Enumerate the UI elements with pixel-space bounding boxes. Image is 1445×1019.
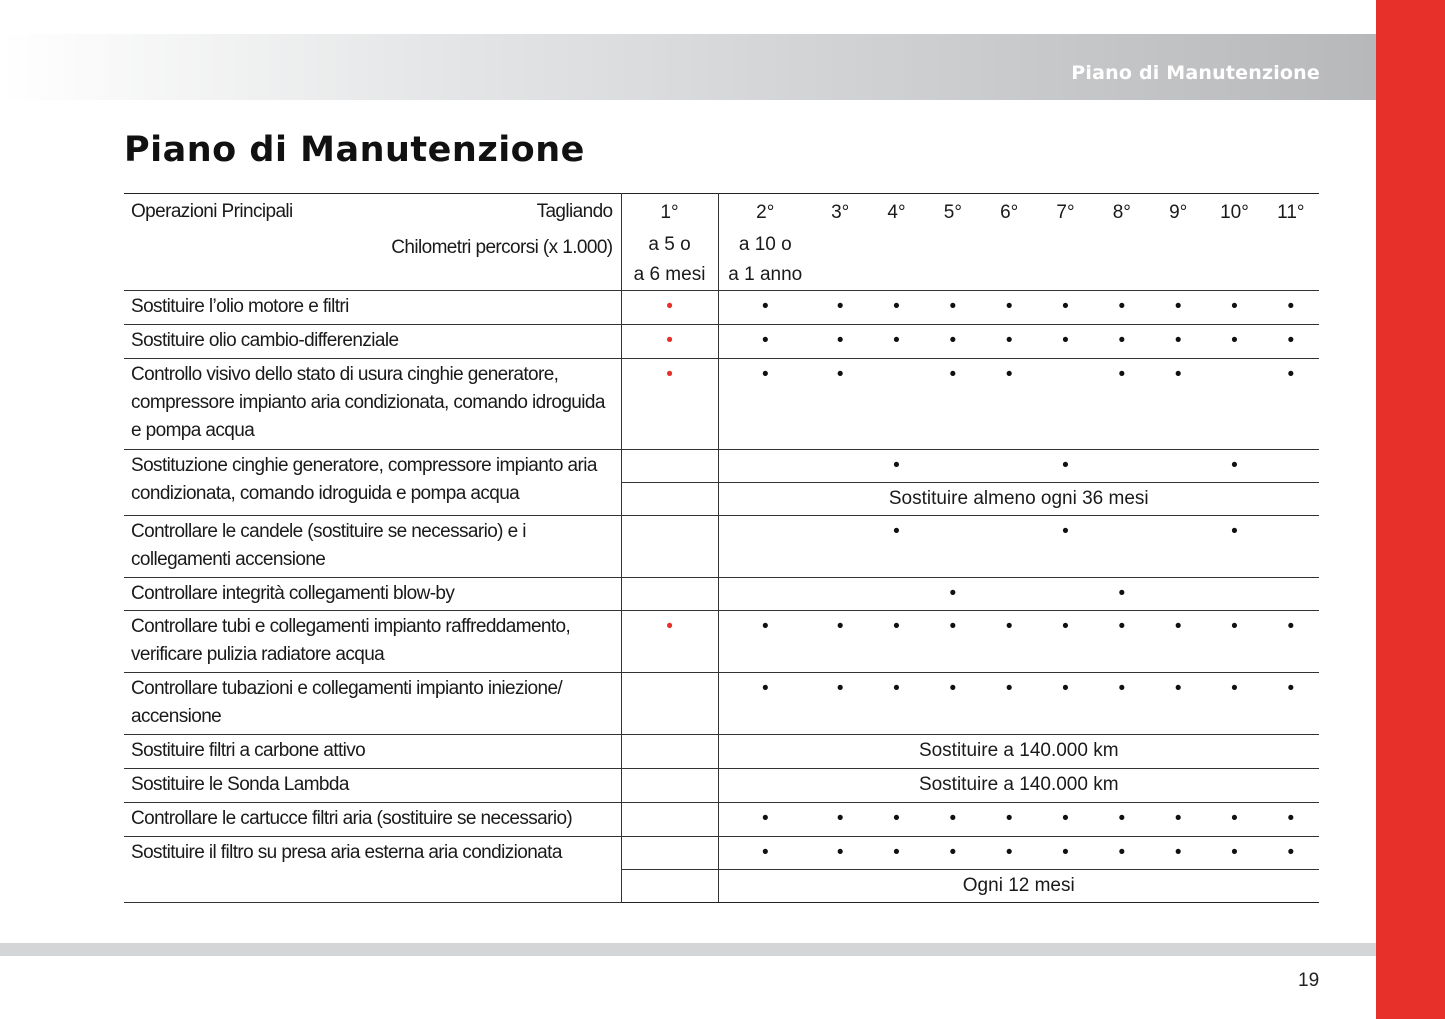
interval-cell xyxy=(812,837,868,870)
interval-cell xyxy=(1263,673,1319,735)
service-dot: • xyxy=(836,842,844,863)
header-interval-9 xyxy=(1150,194,1206,291)
header-interval-3 xyxy=(812,194,868,291)
interval-cell xyxy=(1206,450,1262,483)
interval-cell xyxy=(1150,611,1206,673)
service-dot: • xyxy=(1118,842,1126,863)
interval-cell xyxy=(981,578,1037,611)
maintenance-table xyxy=(124,193,1319,903)
service-dot: • xyxy=(836,616,844,637)
interval-km: a 10 o xyxy=(738,234,792,255)
table-row xyxy=(124,769,1319,803)
service-dot: • xyxy=(1287,808,1295,829)
operation-label: Controllare integrità collegamenti blow-by xyxy=(124,578,621,611)
table-row xyxy=(124,611,1319,673)
service-dot: • xyxy=(761,842,769,863)
service-dot: • xyxy=(1287,330,1295,351)
service-dot: • xyxy=(1062,842,1069,863)
col-km-label: Chilometri percorsi (x 1.000) xyxy=(391,237,613,258)
service-dot: • xyxy=(1287,364,1295,385)
interval-cell xyxy=(621,611,718,673)
service-dot: • xyxy=(1174,296,1182,317)
table-row xyxy=(124,450,1319,483)
interval-cell xyxy=(812,673,868,735)
service-dot: • xyxy=(1174,330,1182,351)
interval-cell xyxy=(1150,291,1206,325)
interval-cell xyxy=(1094,450,1150,483)
interval-cell xyxy=(621,803,718,837)
interval-cell xyxy=(718,837,812,870)
interval-cell xyxy=(812,359,868,450)
service-dot: • xyxy=(1287,616,1295,637)
interval-cell xyxy=(1037,673,1093,735)
interval-note: Sostituire a 140.000 km xyxy=(718,769,1319,803)
service-dot: • xyxy=(1174,842,1182,863)
interval-cell xyxy=(1150,325,1206,359)
interval-cell xyxy=(718,450,812,483)
interval-cell xyxy=(1263,325,1319,359)
operation-label: Sostituire le Sonda Lambda xyxy=(124,769,621,803)
interval-cell xyxy=(1206,673,1262,735)
interval-cell xyxy=(718,359,812,450)
service-dot: • xyxy=(836,678,844,699)
interval-cell xyxy=(1094,516,1150,578)
interval-cell xyxy=(868,516,924,578)
interval-cell xyxy=(1263,611,1319,673)
interval-label: 6° xyxy=(1000,202,1019,223)
table-row xyxy=(124,325,1319,359)
interval-cell xyxy=(868,450,924,483)
interval-cell xyxy=(1150,673,1206,735)
interval-cell xyxy=(1150,450,1206,483)
header-interval-2 xyxy=(718,194,812,291)
interval-time: a 6 mesi xyxy=(633,264,706,285)
interval-cell xyxy=(925,578,981,611)
table-row xyxy=(124,803,1319,837)
service-dot: • xyxy=(1231,616,1238,637)
service-dot: • xyxy=(949,842,957,863)
service-dot: • xyxy=(761,678,769,699)
interval-cell xyxy=(1037,516,1093,578)
interval-cell xyxy=(868,291,924,325)
service-dot: • xyxy=(1174,808,1182,829)
interval-cell xyxy=(812,325,868,359)
interval-cell xyxy=(1263,291,1319,325)
interval-cell xyxy=(1094,325,1150,359)
service-dot: • xyxy=(1174,616,1182,637)
interval-cell xyxy=(868,837,924,870)
interval-cell xyxy=(718,578,812,611)
service-dot: • xyxy=(1231,330,1238,351)
interval-cell xyxy=(868,578,924,611)
interval-cell xyxy=(1150,516,1206,578)
interval-cell xyxy=(925,673,981,735)
service-dot: • xyxy=(1231,808,1238,829)
service-dot: • xyxy=(1062,455,1069,476)
interval-cell xyxy=(868,673,924,735)
service-dot: • xyxy=(1005,330,1013,351)
service-dot: • xyxy=(761,296,769,317)
interval-cell xyxy=(1094,578,1150,611)
interval-cell xyxy=(925,803,981,837)
service-dot: • xyxy=(1118,616,1126,637)
header-interval-1 xyxy=(621,194,718,291)
interval-cell xyxy=(621,450,718,483)
service-dot: • xyxy=(1005,616,1013,637)
interval-cell xyxy=(1263,803,1319,837)
service-dot: • xyxy=(893,842,900,863)
header-interval-11 xyxy=(1263,194,1319,291)
interval-note: Sostituire a 140.000 km xyxy=(718,735,1319,769)
interval-cell xyxy=(621,516,718,578)
service-dot: • xyxy=(836,330,844,351)
interval-cell xyxy=(621,769,718,803)
header-interval-6 xyxy=(981,194,1037,291)
first-service-dot: • xyxy=(666,296,673,317)
service-dot: • xyxy=(836,808,844,829)
service-dot: • xyxy=(949,616,957,637)
operation-label: Sostituire filtri a carbone attivo xyxy=(124,735,621,769)
interval-cell xyxy=(868,611,924,673)
service-dot: • xyxy=(1231,678,1238,699)
service-dot: • xyxy=(949,330,957,351)
interval-label: 5° xyxy=(943,202,962,223)
interval-note: Ogni 12 mesi xyxy=(718,870,1319,903)
header-interval-7 xyxy=(1037,194,1093,291)
interval-cell xyxy=(1206,837,1262,870)
operation-label: Controllare tubazioni e collegamenti impianto iniezione/ accensione xyxy=(124,673,621,735)
service-dot: • xyxy=(1231,455,1238,476)
table-row xyxy=(124,291,1319,325)
interval-cell xyxy=(981,450,1037,483)
interval-cell xyxy=(981,516,1037,578)
interval-cell xyxy=(718,516,812,578)
service-dot: • xyxy=(1287,842,1295,863)
service-dot: • xyxy=(893,330,900,351)
header-interval-10 xyxy=(1206,194,1262,291)
interval-cell xyxy=(925,837,981,870)
operation-label: Sostituire olio cambio-differenziale xyxy=(124,325,621,359)
interval-cell xyxy=(1263,837,1319,870)
service-dot: • xyxy=(949,364,957,385)
interval-cell xyxy=(1094,803,1150,837)
table-row xyxy=(124,837,1319,870)
service-dot: • xyxy=(893,616,900,637)
interval-label: 1° xyxy=(660,202,679,223)
interval-cell xyxy=(1037,359,1093,450)
operation-label: Sostituzione cinghie generatore, compressore impianto aria condizionata, comando idroguida e pompa acqua xyxy=(124,450,621,516)
header-band xyxy=(0,34,1376,100)
service-dot: • xyxy=(1118,583,1126,604)
side-accent-bar xyxy=(1376,0,1445,1019)
interval-cell xyxy=(1037,450,1093,483)
interval-cell xyxy=(718,673,812,735)
interval-cell xyxy=(1094,673,1150,735)
interval-cell xyxy=(981,291,1037,325)
table-row xyxy=(124,578,1319,611)
interval-cell xyxy=(1094,359,1150,450)
first-service-dot: • xyxy=(666,616,673,637)
interval-cell xyxy=(621,483,718,516)
interval-cell xyxy=(925,359,981,450)
interval-cell xyxy=(1206,325,1262,359)
interval-label: 4° xyxy=(887,202,906,223)
service-dot: • xyxy=(1005,842,1013,863)
section-label: Piano di Manutenzione xyxy=(1071,62,1320,84)
service-dot: • xyxy=(1005,364,1013,385)
service-dot: • xyxy=(836,296,844,317)
service-dot: • xyxy=(1062,330,1069,351)
interval-cell xyxy=(621,837,718,870)
operation-label: Controllo visivo dello stato di usura cinghie generatore, compressore impianto aria condizionata, comando idroguida e pompa acqua xyxy=(124,359,621,450)
interval-label: 2° xyxy=(756,202,775,223)
interval-cell xyxy=(925,325,981,359)
operation-label: Controllare le cartucce filtri aria (sostituire se necessario) xyxy=(124,803,621,837)
interval-cell xyxy=(1206,611,1262,673)
header-interval-4 xyxy=(868,194,924,291)
first-service-dot: • xyxy=(666,330,673,351)
table-row xyxy=(124,516,1319,578)
table-row xyxy=(124,359,1319,450)
service-dot: • xyxy=(893,296,900,317)
service-dot: • xyxy=(893,521,900,542)
operation-label: Sostituire l’olio motore e filtri xyxy=(124,291,621,325)
interval-cell xyxy=(621,359,718,450)
interval-cell xyxy=(1037,325,1093,359)
interval-cell xyxy=(1037,803,1093,837)
service-dot: • xyxy=(893,808,900,829)
interval-label: 7° xyxy=(1056,202,1075,223)
service-dot: • xyxy=(1231,521,1238,542)
service-dot: • xyxy=(1287,296,1295,317)
operation-label: Controllare le candele (sostituire se necessario) e i collegamenti accensione xyxy=(124,516,621,578)
interval-cell xyxy=(1263,516,1319,578)
interval-cell xyxy=(981,837,1037,870)
interval-cell xyxy=(1150,359,1206,450)
header-cell-operations xyxy=(124,194,621,291)
interval-label: 9° xyxy=(1169,202,1188,223)
interval-cell xyxy=(718,803,812,837)
service-dot: • xyxy=(1062,808,1069,829)
interval-cell xyxy=(1206,578,1262,611)
interval-cell xyxy=(925,611,981,673)
service-dot: • xyxy=(761,330,769,351)
service-dot: • xyxy=(1118,330,1126,351)
table-row xyxy=(124,673,1319,735)
interval-cell xyxy=(621,735,718,769)
interval-cell xyxy=(1037,611,1093,673)
interval-cell xyxy=(621,578,718,611)
page-title: Piano di Manutenzione xyxy=(124,130,585,170)
service-dot: • xyxy=(949,678,957,699)
interval-cell xyxy=(718,611,812,673)
interval-cell xyxy=(981,325,1037,359)
service-dot: • xyxy=(1287,678,1295,699)
service-dot: • xyxy=(1062,296,1069,317)
interval-cell xyxy=(621,673,718,735)
operation-label: Sostituire il filtro su presa aria esterna aria condizionata xyxy=(124,837,621,903)
interval-cell xyxy=(812,516,868,578)
service-dot: • xyxy=(893,455,900,476)
interval-cell xyxy=(621,870,718,903)
service-dot: • xyxy=(949,583,957,604)
interval-cell xyxy=(1263,450,1319,483)
header-interval-5 xyxy=(925,194,981,291)
interval-cell xyxy=(621,291,718,325)
page-number: 19 xyxy=(1298,970,1320,991)
interval-cell xyxy=(1206,516,1262,578)
service-dot: • xyxy=(893,678,900,699)
service-dot: • xyxy=(1005,296,1013,317)
col-operations-label: Operazioni Principali xyxy=(131,201,293,222)
interval-cell xyxy=(812,803,868,837)
service-dot: • xyxy=(1062,521,1069,542)
interval-cell xyxy=(1150,837,1206,870)
footer-band xyxy=(0,943,1376,956)
service-dot: • xyxy=(1062,678,1069,699)
interval-cell xyxy=(1206,359,1262,450)
service-dot: • xyxy=(1062,616,1069,637)
service-dot: • xyxy=(1118,808,1126,829)
interval-cell xyxy=(1037,291,1093,325)
header-interval-8 xyxy=(1094,194,1150,291)
interval-cell xyxy=(1263,359,1319,450)
interval-cell xyxy=(925,291,981,325)
interval-label: 11° xyxy=(1277,202,1305,223)
interval-cell xyxy=(812,450,868,483)
interval-cell xyxy=(1037,578,1093,611)
first-service-dot: • xyxy=(666,364,673,385)
interval-label: 8° xyxy=(1112,202,1131,223)
service-dot: • xyxy=(761,364,769,385)
interval-cell xyxy=(812,611,868,673)
interval-cell xyxy=(981,673,1037,735)
service-dot: • xyxy=(1174,364,1182,385)
interval-cell xyxy=(868,325,924,359)
interval-cell xyxy=(925,450,981,483)
service-dot: • xyxy=(1231,842,1238,863)
service-dot: • xyxy=(1118,296,1126,317)
interval-cell xyxy=(718,325,812,359)
interval-cell xyxy=(925,516,981,578)
interval-note: Sostituire almeno ogni 36 mesi xyxy=(718,483,1319,516)
interval-label: 3° xyxy=(831,202,850,223)
interval-cell xyxy=(1094,611,1150,673)
table-header-row xyxy=(124,194,1319,291)
service-dot: • xyxy=(1005,678,1013,699)
interval-cell xyxy=(1037,837,1093,870)
interval-cell xyxy=(1263,578,1319,611)
service-dot: • xyxy=(836,364,844,385)
service-dot: • xyxy=(1118,678,1126,699)
interval-cell xyxy=(1206,803,1262,837)
interval-cell xyxy=(1094,291,1150,325)
interval-time: a 1 anno xyxy=(728,264,803,285)
interval-cell xyxy=(1094,837,1150,870)
service-dot: • xyxy=(1118,364,1126,385)
interval-cell xyxy=(868,803,924,837)
interval-cell xyxy=(812,578,868,611)
interval-cell xyxy=(981,359,1037,450)
col-service-label: Tagliando xyxy=(536,201,613,222)
interval-cell xyxy=(981,611,1037,673)
service-dot: • xyxy=(949,808,957,829)
interval-cell xyxy=(981,803,1037,837)
interval-cell xyxy=(1150,803,1206,837)
service-dot: • xyxy=(1174,678,1182,699)
interval-cell xyxy=(812,291,868,325)
operation-label: Controllare tubi e collegamenti impianto raffreddamento, verificare pulizia radiatore acqua xyxy=(124,611,621,673)
interval-cell xyxy=(621,325,718,359)
service-dot: • xyxy=(1231,296,1238,317)
table-row xyxy=(124,735,1319,769)
service-dot: • xyxy=(761,616,769,637)
service-dot: • xyxy=(761,808,769,829)
interval-cell xyxy=(718,291,812,325)
interval-cell xyxy=(1206,291,1262,325)
interval-label: 10° xyxy=(1220,202,1249,223)
interval-km: a 5 o xyxy=(648,234,691,255)
service-dot: • xyxy=(1005,808,1013,829)
interval-cell xyxy=(868,359,924,450)
interval-cell xyxy=(1150,578,1206,611)
service-dot: • xyxy=(949,296,957,317)
